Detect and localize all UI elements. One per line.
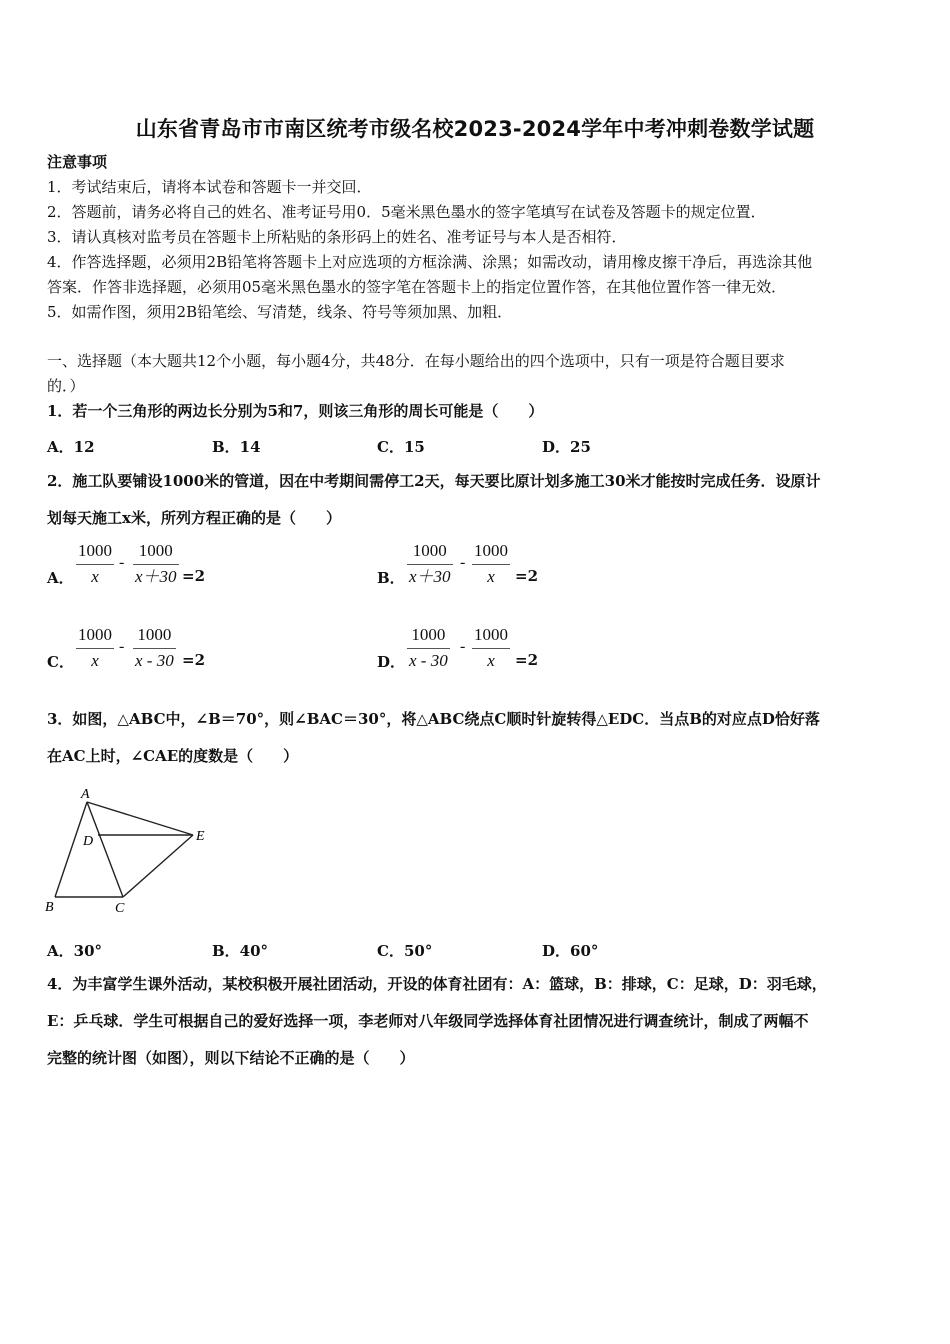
q1-option-c: C．15 [377, 438, 425, 456]
section-heading: 一、选择题（本大题共12个小题，每小题4分，共48分．在每小题给出的四个选项中，只有一项是符合题目要求 [47, 352, 785, 370]
q2-option-c-label: C． [47, 653, 74, 671]
fraction-bar [472, 564, 510, 565]
denominator: x - 30 [409, 651, 448, 670]
label-c: C [115, 901, 125, 916]
equals-two: =2 [182, 651, 206, 669]
denominator: x＋30 [409, 567, 451, 586]
notice-item-1: 1．考试结束后，请将本试卷和答题卡一并交回． [47, 178, 372, 196]
segment-ec [123, 835, 193, 897]
page-title: 山东省青岛市市南区统考市级名校2023-2024学年中考冲刺卷数学试题 [135, 117, 815, 141]
fraction-bar [472, 648, 510, 649]
label-b: B [45, 900, 54, 915]
notice-item-2: 2．答题前，请务必将自己的姓名、准考证号用0．5毫米黑色墨水的签字笔填写在试卷及答题卡的规定位置． [47, 203, 766, 221]
numerator: 1000 [138, 541, 173, 560]
triangle-lines [55, 802, 193, 897]
minus-sign: - [119, 638, 125, 655]
segment-ab [55, 802, 87, 897]
q2-b-fraction-2 [472, 541, 510, 587]
q2-b-fraction-1 [407, 541, 453, 587]
denominator: x [91, 567, 99, 586]
label-e: E [196, 829, 205, 844]
question-2-text: 2．施工队要铺设1000米的管道，因在中考期间需停工2天，每天要比原计划多施工30米才能按时完成任务．设原计 [47, 472, 821, 490]
minus-sign: - [460, 554, 466, 571]
numerator: 1000 [78, 541, 112, 560]
fraction-bar [407, 564, 453, 565]
notice-item-4-cont: 答案．作答非选择题，必须用05毫米黑色墨水的签字笔在答题卡上的指定位置作答，在其他位置作答一律无效． [47, 278, 787, 296]
fraction-bar [407, 648, 450, 649]
label-a: A [81, 787, 90, 802]
denominator: x - 30 [135, 651, 174, 670]
section-heading-cont: 的．） [47, 377, 85, 395]
numerator: 1000 [137, 625, 172, 644]
q3-option-b: B．40° [212, 942, 269, 960]
question-4-text-cont-2: 完整的统计图（如图），则以下结论不正确的是（ ） [47, 1049, 415, 1067]
notice-item-5: 5．如需作图，须用2B铅笔绘、写清楚，线条、符号等须加黑、加粗． [47, 303, 513, 321]
denominator: x＋30 [135, 567, 177, 586]
numerator: 1000 [412, 541, 447, 560]
q2-option-d-label: D． [377, 653, 406, 671]
fraction-bar [76, 564, 114, 565]
numerator: 1000 [474, 541, 508, 560]
q1-option-d: D．25 [542, 438, 591, 456]
fraction-bar [133, 564, 179, 565]
q2-a-fraction-2 [133, 541, 179, 587]
question-4-text-cont: E：乒乓球．学生可根据自己的爱好选择一项，李老师对八年级同学选择体育社团情况进行调查统计，制成了两幅不 [47, 1012, 809, 1030]
notice-heading: 注意事项 [47, 153, 108, 171]
segment-ac [87, 802, 123, 897]
fraction-bar [133, 648, 176, 649]
q2-c-fraction-1 [76, 625, 114, 671]
question-2-text-cont: 划每天施工x米，所列方程正确的是（ ） [47, 509, 341, 527]
question-3-text: 3．如图，△ABC中，∠B＝70°，则∠BAC＝30°，将△ABC绕点C顺时针旋转得△EDC．当点B的对应点D恰好落 [47, 710, 820, 728]
minus-sign: - [460, 638, 466, 655]
question-4-text: 4．为丰富学生课外活动，某校积极开展社团活动，开设的体育社团有：A：篮球，B：排球，C：足球，D：羽毛球， [47, 975, 827, 993]
equals-two: =2 [515, 567, 539, 585]
notice-item-3: 3．请认真核对监考员在答题卡上所粘贴的条形码上的姓名、准考证号与本人是否相符． [47, 228, 627, 246]
denominator: x [487, 567, 495, 586]
equals-two: =2 [515, 651, 539, 669]
q2-d-fraction-1 [407, 625, 450, 671]
triangle-figure [40, 780, 220, 920]
q2-option-b-label: B． [377, 569, 405, 587]
q3-option-a: A．30° [47, 942, 103, 960]
q2-c-fraction-2 [133, 625, 176, 671]
q2-d-fraction-2 [472, 625, 510, 671]
denominator: x [91, 651, 99, 670]
q3-option-d: D．60° [542, 942, 599, 960]
notice-item-4: 4．作答选择题，必须用2B铅笔将答题卡上对应选项的方框涂满、涂黑；如需改动，请用橡皮擦干净后，再选涂其他 [47, 253, 813, 271]
numerator: 1000 [411, 625, 446, 644]
minus-sign: - [119, 554, 125, 571]
q1-option-a: A．12 [47, 438, 95, 456]
question-1-text: 1．若一个三角形的两边长分别为5和7，则该三角形的周长可能是（ ） [47, 402, 544, 420]
question-3-text-cont: 在AC上时，∠CAE的度数是（ ） [47, 747, 299, 765]
label-d: D [83, 834, 94, 849]
q2-a-fraction-1 [76, 541, 114, 587]
q3-option-c: C．50° [377, 942, 433, 960]
segment-ae [87, 802, 193, 835]
equals-two: =2 [182, 567, 206, 585]
q1-option-b: B．14 [212, 438, 261, 456]
denominator: x [487, 651, 495, 670]
numerator: 1000 [78, 625, 112, 644]
numerator: 1000 [474, 625, 508, 644]
fraction-bar [76, 648, 114, 649]
q2-option-a-label: A． [47, 569, 74, 587]
